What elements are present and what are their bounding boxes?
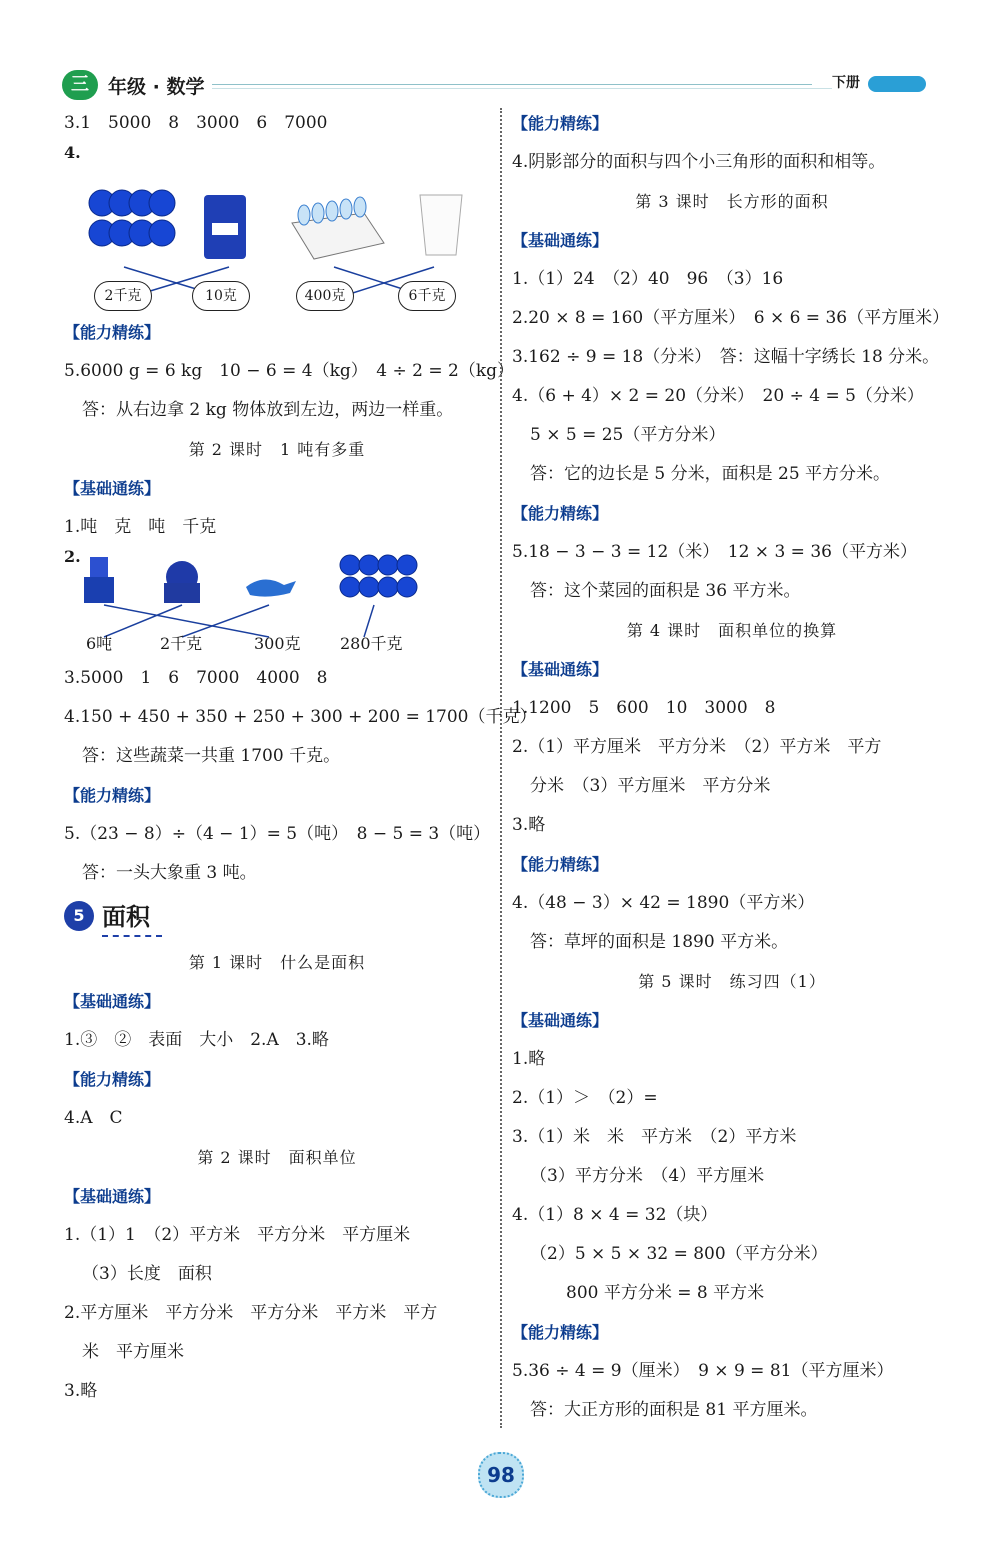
ball-icon (397, 577, 417, 597)
answer-line: 3.162 ÷ 9 = 18（分米） 答：这幅十字绣长 18 分米。 (512, 347, 940, 367)
grade-badge: 三 (62, 70, 98, 100)
ball-icon (359, 555, 379, 575)
answer-line: 2.20 × 8 = 160（平方厘米） 6 × 6 = 36（平方厘米） (512, 308, 950, 328)
section-heading: 【能力精练】 (512, 1323, 609, 1342)
weight-label-oval: 10克 (192, 281, 250, 311)
answer-line: 答：这个菜园的面积是 36 平方米。 (530, 581, 801, 601)
answer-line: 分米 （3）平方厘米 平方分米 (530, 776, 771, 796)
right-column (512, 104, 952, 1430)
section-heading: 【基础通练】 (64, 1187, 161, 1206)
section-heading: 【基础通练】 (64, 479, 161, 498)
fries-box-icon (84, 577, 114, 603)
answer-line: 4.（1）8 × 4 = 32（块） (512, 1205, 718, 1225)
answer-line: （2）5 × 5 × 32 = 800（平方分米） (530, 1244, 828, 1264)
answer-line: 3.1 5000 8 3000 6 7000 (64, 113, 328, 133)
column-divider (500, 108, 502, 1428)
section-heading: 【能力精练】 (64, 323, 161, 342)
bottle-icon (354, 197, 366, 217)
answer-line: 1.吨 克 吨 千克 (64, 517, 217, 537)
answer-line: 答：从右边拿 2 kg 物体放到左边，两边一样重。 (82, 400, 454, 420)
answer-line: 1.略 (512, 1049, 546, 1069)
ball-icon (378, 577, 398, 597)
answer-line: 1.（1）1 （2）平方米 平方分米 平方厘米 (64, 1225, 411, 1245)
ball-icon (378, 555, 398, 575)
section-heading: 【基础通练】 (512, 660, 609, 679)
answer-line: （3）平方分米 （4）平方厘米 (530, 1166, 765, 1186)
answer-line: 2.平方厘米 平方分米 平方分米 平方米 平方 (64, 1303, 438, 1323)
weight-label-oval: 2千克 (94, 281, 152, 311)
section-heading: 【基础通练】 (512, 231, 609, 250)
ball-icon (340, 555, 360, 575)
answer-line: 2.（1）＞ （2）= (512, 1088, 658, 1108)
answer-line: 5.18 − 3 − 3 = 12（米） 12 × 3 = 36（平方米） (512, 542, 917, 562)
matching-figure-weights (64, 143, 490, 313)
answer-line: 1.1200 5 600 10 3000 8 (512, 698, 776, 718)
lesson-title: 第 3 课时 长方形的面积 (635, 192, 829, 211)
section-heading: 【能力精练】 (512, 855, 609, 874)
section-heading: 【能力精练】 (64, 786, 161, 805)
header-title: 年级 · 数学 (108, 76, 205, 98)
weight-label: 280千克 (340, 634, 403, 653)
answer-line: 5 × 5 = 25（平方分米） (530, 425, 726, 445)
lesson-title: 第 1 课时 什么是面积 (188, 953, 366, 972)
weight-label-oval: 400克 (296, 281, 354, 311)
volume-label: 下册 (832, 75, 860, 91)
ball-icon (149, 220, 175, 246)
panda-body-icon (164, 583, 200, 603)
header-rule (212, 84, 812, 85)
answer-line: 答：它的边长是 5 分米，面积是 25 平方分米。 (530, 464, 891, 484)
answer-line: 答：大正方形的面积是 81 平方厘米。 (530, 1400, 818, 1420)
answer-line: 4.A C (64, 1108, 123, 1128)
answer-line: 3.略 (64, 1381, 98, 1401)
header-rule-secondary (212, 88, 832, 89)
section-heading: 【能力精练】 (512, 114, 609, 133)
section-heading: 【基础通练】 (512, 1011, 609, 1030)
bottle-icon (312, 203, 324, 223)
dinosaur-icon (246, 579, 296, 596)
unit-heading (64, 893, 490, 943)
weight-label-oval: 6千克 (398, 281, 456, 311)
answer-line: 4.阴影部分的面积与四个小三角形的面积和相等。 (512, 152, 886, 172)
answer-line: 800 平方分米 = 8 平方米 (566, 1283, 765, 1303)
section-heading: 【能力精练】 (64, 1070, 161, 1089)
ball-icon (359, 577, 379, 597)
answer-line: 3.5000 1 6 7000 4000 8 (64, 668, 328, 688)
answer-line: 1.③ ② 表面 大小 2.A 3.略 (64, 1030, 329, 1050)
ball-icon (340, 577, 360, 597)
bottle-icon (326, 201, 338, 221)
answer-line: 4.（6 + 4）× 2 = 20（分米） 20 ÷ 4 = 5（分米） (512, 386, 924, 406)
bottle-icon (298, 205, 310, 225)
answer-line: 2.（1）平方厘米 平方分米 （2）平方米 平方 (512, 737, 882, 757)
lesson-title: 第 4 课时 面积单位的换算 (626, 621, 838, 640)
question-number: 2. (64, 547, 81, 566)
answer-line: 5.（23 − 8）÷（4 − 1）= 5（吨） 8 − 5 = 3（吨） (64, 824, 491, 844)
lesson-title: 第 2 课时 1 吨有多重 (188, 440, 366, 459)
matching-figure-tons (64, 547, 490, 659)
lesson-title: 第 5 课时 练习四（1） (638, 972, 826, 991)
header-logo-pill (868, 76, 926, 92)
bottle-icon (340, 199, 352, 219)
unit-title-underline (102, 935, 162, 937)
unit-number-badge: 5 (64, 901, 94, 931)
ball-icon (149, 190, 175, 216)
answer-line: （3）长度 面积 (82, 1264, 212, 1284)
bag-label-icon (212, 223, 238, 235)
section-heading: 【能力精练】 (512, 504, 609, 523)
cup-icon (420, 195, 462, 255)
weight-label: 6吨 (86, 634, 113, 653)
ball-icon (397, 555, 417, 575)
page-header (62, 70, 942, 100)
answer-line: 4.150 + 450 + 350 + 250 + 300 + 200 = 1700（千克） (64, 707, 537, 727)
answer-line: 1.（1）24 （2）40 96 （3）16 (512, 269, 784, 289)
answer-line: 答：这些蔬菜一共重 1700 千克。 (82, 746, 341, 766)
answer-line: 4.（48 − 3）× 42 = 1890（平方米） (512, 893, 815, 913)
page-number: 98 (478, 1452, 524, 1498)
unit-title: 面积 (102, 903, 150, 931)
answer-line: 5.36 ÷ 4 = 9（厘米） 9 × 9 = 81（平方厘米） (512, 1361, 894, 1381)
answer-line: 3.（1）米 米 平方米 （2）平方米 (512, 1127, 797, 1147)
answer-line: 3.略 (512, 815, 546, 835)
section-heading: 【基础通练】 (64, 992, 161, 1011)
lesson-title: 第 2 课时 面积单位 (197, 1148, 357, 1167)
question-number: 4. (64, 143, 81, 162)
weight-label: 2千克 (160, 634, 203, 653)
answer-line: 米 平方厘米 (82, 1342, 184, 1362)
answer-line: 答：草坪的面积是 1890 平方米。 (530, 932, 789, 952)
weight-label: 300克 (254, 634, 301, 653)
answer-line: 答：一头大象重 3 吨。 (82, 863, 257, 883)
answer-line: 5.6000 g = 6 kg 10 − 6 = 4（kg） 4 ÷ 2 = 2（kg） (64, 361, 515, 381)
